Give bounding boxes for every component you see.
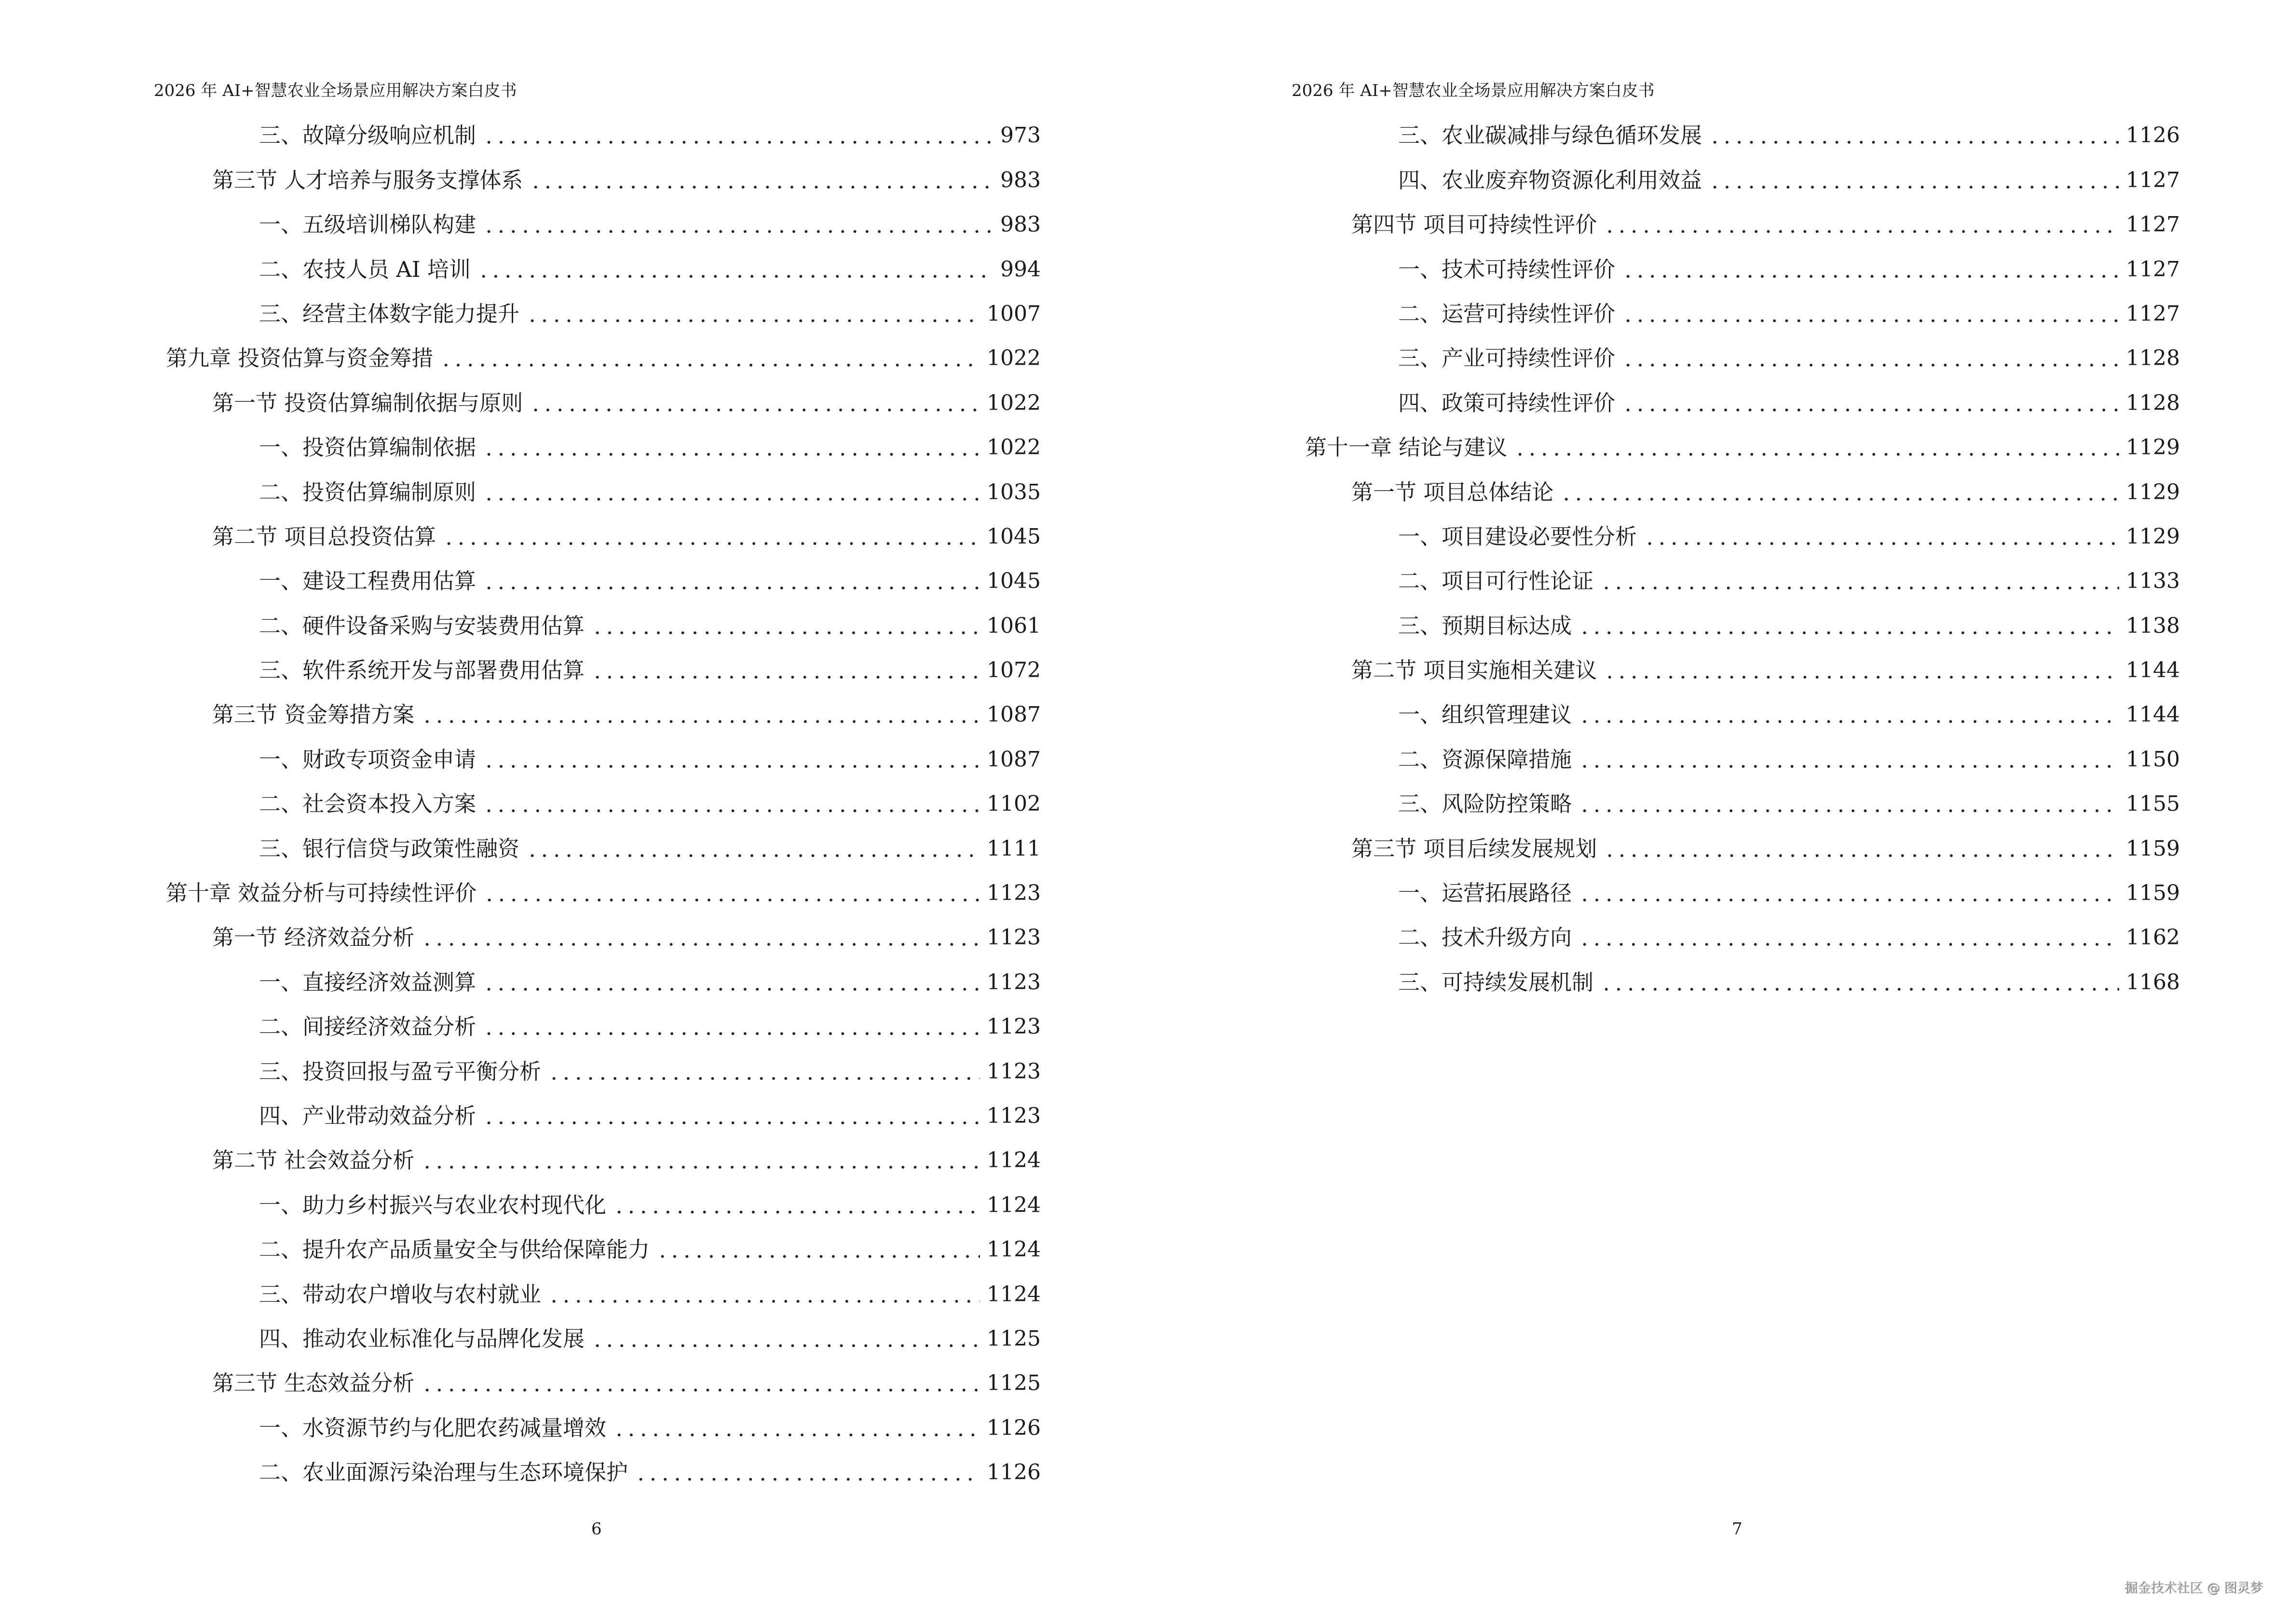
toc-entry[interactable] <box>1305 203 2180 247</box>
toc-entry-page: 1124 <box>987 1282 1041 1307</box>
dot-leader <box>656 1245 980 1259</box>
toc-entry[interactable] <box>166 826 1041 871</box>
toc-entry-page: 1129 <box>2126 479 2180 505</box>
dot-leader <box>483 220 994 234</box>
toc-entry[interactable] <box>166 292 1041 336</box>
dot-leader <box>1604 844 2119 859</box>
toc-entry-page: 1102 <box>987 792 1041 817</box>
toc-entry-title: 第一节 投资估算编制依据与原则 <box>212 390 523 416</box>
toc-entry-page: 1022 <box>987 346 1041 371</box>
toc-entry-page: 1126 <box>2126 123 2180 148</box>
toc-entry[interactable] <box>1305 737 2180 781</box>
toc-entry-page: 1022 <box>987 435 1041 460</box>
dot-leader <box>1600 978 2119 992</box>
dot-leader <box>483 1111 980 1126</box>
dot-leader <box>1579 799 2119 814</box>
toc-entry[interactable] <box>166 1049 1041 1093</box>
toc-entry[interactable] <box>166 1272 1041 1316</box>
toc-entry[interactable] <box>1305 693 2180 737</box>
toc-entry-page: 1087 <box>987 702 1041 727</box>
toc-entry-title: 三、带动农户增收与农村就业 <box>259 1281 542 1307</box>
dot-leader <box>443 532 980 546</box>
toc-entry-title: 二、运营可持续性评价 <box>1398 300 1616 327</box>
dot-leader <box>1579 933 2119 947</box>
toc-entry[interactable] <box>166 470 1041 514</box>
dot-leader <box>591 621 980 636</box>
toc-entry[interactable] <box>166 1094 1041 1138</box>
toc-entry-page: 1127 <box>2126 301 2180 326</box>
toc-entry[interactable] <box>166 960 1041 1004</box>
dot-leader <box>613 1201 980 1215</box>
dot-leader <box>1579 888 2119 903</box>
toc-entry[interactable] <box>1305 247 2180 291</box>
toc-entry-page: 1123 <box>987 1059 1041 1084</box>
toc-entry[interactable] <box>166 648 1041 693</box>
toc-entry-page: 1126 <box>987 1460 1041 1485</box>
toc-entry-page: 1022 <box>987 390 1041 415</box>
toc-entry-title: 第三节 项目后续发展规划 <box>1351 835 1597 861</box>
toc-entry[interactable] <box>1305 826 2180 871</box>
toc-entry[interactable] <box>166 915 1041 960</box>
toc-entry-page: 1124 <box>987 1237 1041 1262</box>
toc-entry-page: 1125 <box>987 1371 1041 1396</box>
toc-entry-page: 1144 <box>2126 658 2180 683</box>
dot-leader <box>1709 176 2119 190</box>
dot-leader <box>477 265 994 279</box>
dot-leader <box>1622 354 2119 368</box>
toc-entry[interactable] <box>166 158 1041 202</box>
toc-entry-page: 1072 <box>987 658 1041 683</box>
toc-entry-page: 1127 <box>2126 257 2180 282</box>
toc-entry-page: 1133 <box>2126 569 2180 594</box>
toc-entry[interactable] <box>166 1005 1041 1049</box>
toc-entry[interactable] <box>166 1406 1041 1450</box>
toc-entry[interactable] <box>166 425 1041 470</box>
toc-entry-title: 二、农技人员 AI 培训 <box>259 256 471 282</box>
toc-entry-title: 二、间接经济效益分析 <box>259 1014 476 1040</box>
running-header: 2026 年 AI+智慧农业全场景应用解决方案白皮书 <box>1292 81 1655 100</box>
toc-entry[interactable] <box>1305 960 2180 1004</box>
dot-leader <box>483 1022 980 1037</box>
toc-entry-page: 1127 <box>2126 167 2180 192</box>
toc-entry-page: 1045 <box>987 524 1041 549</box>
toc-entry-page: 1123 <box>987 881 1041 906</box>
dot-leader <box>1604 220 2119 234</box>
toc-entry-title: 第一节 项目总体结论 <box>1351 479 1554 505</box>
table-of-contents <box>166 113 1041 1495</box>
toc-entry[interactable] <box>166 871 1041 915</box>
page-number: 7 <box>1732 1519 1742 1539</box>
dot-leader <box>526 844 980 859</box>
toc-entry[interactable] <box>1305 515 2180 559</box>
toc-entry-page: 1155 <box>2126 792 2180 817</box>
dot-leader <box>1600 576 2119 591</box>
dot-leader <box>1622 398 2119 413</box>
dot-leader <box>526 309 980 324</box>
dot-leader <box>483 755 980 769</box>
dot-leader <box>483 443 980 457</box>
toc-entry-title: 二、农业面源污染治理与生态环境保护 <box>259 1460 628 1486</box>
toc-entry-page: 1128 <box>2126 390 2180 415</box>
dot-leader <box>613 1423 980 1438</box>
toc-entry-title: 第二节 社会效益分析 <box>212 1147 415 1174</box>
toc-entry-title: 四、农业废弃物资源化利用效益 <box>1398 167 1702 193</box>
dot-leader <box>591 666 980 680</box>
toc-entry-page: 1129 <box>2126 435 2180 460</box>
dot-leader <box>1622 309 2119 324</box>
toc-entry-page: 1159 <box>2126 836 2180 861</box>
dot-leader <box>548 1067 980 1081</box>
toc-entry[interactable] <box>166 515 1041 559</box>
toc-entry-title: 一、建设工程费用估算 <box>259 568 476 594</box>
dot-leader <box>483 488 980 502</box>
toc-entry-title: 二、项目可行性论证 <box>1398 568 1594 594</box>
toc-entry-title: 第二节 项目总投资估算 <box>212 523 436 549</box>
toc-entry-page: 1168 <box>2126 969 2180 995</box>
toc-entry[interactable] <box>166 336 1041 381</box>
toc-entry[interactable] <box>1305 871 2180 915</box>
dot-leader <box>483 131 994 145</box>
toc-entry-page: 1124 <box>987 1148 1041 1173</box>
toc-entry[interactable] <box>166 693 1041 737</box>
dot-leader <box>1579 755 2119 769</box>
toc-entry-title: 一、运营拓展路径 <box>1398 880 1572 906</box>
toc-entry[interactable] <box>1305 292 2180 336</box>
running-header: 2026 年 AI+智慧农业全场景应用解决方案白皮书 <box>154 81 517 100</box>
toc-entry[interactable] <box>166 1183 1041 1227</box>
dot-leader <box>591 1334 980 1349</box>
toc-entry-page: 1111 <box>987 836 1041 861</box>
dot-leader <box>421 710 980 724</box>
dot-leader <box>1644 532 2119 546</box>
dot-leader <box>548 1290 980 1304</box>
toc-entry-title: 三、经营主体数字能力提升 <box>259 300 520 327</box>
toc-entry[interactable] <box>166 603 1041 648</box>
toc-entry-title: 第三节 资金筹措方案 <box>212 702 415 728</box>
toc-entry-title: 第十一章 结论与建议 <box>1305 435 1508 461</box>
toc-entry-page: 1123 <box>987 925 1041 950</box>
toc-entry-title: 一、直接经济效益测算 <box>259 969 476 995</box>
dot-leader <box>1514 443 2119 457</box>
toc-entry-page: 1127 <box>2126 212 2180 237</box>
toc-entry[interactable] <box>1305 603 2180 648</box>
toc-entry-title: 二、投资估算编制原则 <box>259 479 476 505</box>
toc-entry[interactable] <box>1305 113 2180 158</box>
toc-entry-title: 一、助力乡村振兴与农业农村现代化 <box>259 1192 607 1218</box>
dot-leader <box>530 176 994 190</box>
dot-leader <box>421 933 980 947</box>
table-of-contents <box>1305 113 2180 1005</box>
toc-entry-title: 四、推动农业标准化与品牌化发展 <box>259 1325 585 1351</box>
dot-leader <box>483 576 980 591</box>
toc-entry-title: 一、财政专项资金申请 <box>259 746 476 772</box>
dot-leader <box>421 1378 980 1393</box>
toc-entry-page: 1061 <box>987 613 1041 638</box>
toc-entry[interactable] <box>1305 425 2180 470</box>
toc-entry[interactable] <box>166 782 1041 826</box>
toc-entry-page: 1150 <box>2126 747 2180 772</box>
toc-entry-title: 三、可持续发展机制 <box>1398 969 1594 995</box>
toc-entry-page: 1123 <box>987 1014 1041 1039</box>
toc-entry[interactable] <box>1305 915 2180 960</box>
toc-entry[interactable] <box>166 203 1041 247</box>
toc-entry-title: 第十章 效益分析与可持续性评价 <box>166 880 477 906</box>
toc-entry-page: 1035 <box>987 479 1041 505</box>
toc-entry-title: 四、产业带动效益分析 <box>259 1103 476 1129</box>
toc-entry-title: 二、硬件设备采购与安装费用估算 <box>259 613 585 639</box>
dot-leader <box>483 978 980 992</box>
toc-entry-title: 第二节 项目实施相关建议 <box>1351 657 1597 683</box>
toc-entry[interactable] <box>1305 381 2180 425</box>
dot-leader <box>635 1468 980 1482</box>
toc-entry-page: 1123 <box>987 969 1041 995</box>
toc-entry[interactable] <box>1305 559 2180 603</box>
toc-entry-page: 1128 <box>2126 346 2180 371</box>
toc-entry-title: 二、资源保障措施 <box>1398 746 1572 772</box>
dot-leader <box>530 398 980 413</box>
toc-entry-title: 三、投资回报与盈亏平衡分析 <box>259 1058 542 1084</box>
toc-entry-page: 983 <box>1000 212 1041 237</box>
toc-entry-page: 1045 <box>987 569 1041 594</box>
toc-entry-title: 一、项目建设必要性分析 <box>1398 523 1637 549</box>
toc-entry-page: 1007 <box>987 301 1041 326</box>
page-right <box>1144 0 2287 1624</box>
toc-entry-title: 三、软件系统开发与部署费用估算 <box>259 657 585 683</box>
dot-leader <box>1579 621 2119 636</box>
toc-entry[interactable] <box>166 1450 1041 1495</box>
toc-entry-page: 1087 <box>987 747 1041 772</box>
watermark: 掘金技术社区 @ 图灵梦 <box>2124 1581 2263 1596</box>
toc-entry[interactable] <box>166 559 1041 603</box>
toc-entry[interactable] <box>166 1138 1041 1183</box>
toc-entry-title: 第三节 生态效益分析 <box>212 1370 415 1396</box>
toc-entry-title: 一、水资源节约与化肥农药减量增效 <box>259 1415 607 1441</box>
toc-entry-title: 三、银行信贷与政策性融资 <box>259 835 520 861</box>
toc-entry-title: 第三节 人才培养与服务支撑体系 <box>212 167 523 193</box>
toc-entry[interactable] <box>1305 648 2180 693</box>
dot-leader <box>421 1156 980 1170</box>
toc-entry-page: 1123 <box>987 1103 1041 1128</box>
toc-entry-page: 994 <box>1000 257 1041 282</box>
dot-leader <box>483 799 980 814</box>
toc-entry[interactable] <box>166 737 1041 781</box>
toc-entry[interactable] <box>1305 782 2180 826</box>
toc-entry[interactable] <box>166 113 1041 158</box>
toc-entry[interactable] <box>166 381 1041 425</box>
toc-entry-title: 三、农业碳减排与绿色循环发展 <box>1398 123 1702 149</box>
toc-entry-title: 二、提升农产品质量安全与供给保障能力 <box>259 1237 650 1263</box>
toc-entry-title: 二、社会资本投入方案 <box>259 791 476 817</box>
toc-entry-title: 第一节 经济效益分析 <box>212 925 415 951</box>
toc-entry-page: 1126 <box>987 1415 1041 1440</box>
toc-entry-page: 1124 <box>987 1192 1041 1217</box>
toc-entry-title: 一、投资估算编制依据 <box>259 435 476 461</box>
toc-entry-title: 一、五级培训梯队构建 <box>259 212 476 238</box>
dot-leader <box>483 888 980 903</box>
dot-leader <box>1622 265 2119 279</box>
toc-entry-page: 1162 <box>2126 925 2180 950</box>
dot-leader <box>1560 488 2119 502</box>
toc-entry[interactable] <box>1305 336 2180 381</box>
toc-entry[interactable] <box>1305 158 2180 202</box>
toc-entry[interactable] <box>166 247 1041 291</box>
toc-entry-title: 第四节 项目可持续性评价 <box>1351 212 1597 238</box>
toc-entry-page: 1138 <box>2126 613 2180 638</box>
toc-entry-page: 1159 <box>2126 881 2180 906</box>
toc-entry-page: 1129 <box>2126 524 2180 549</box>
toc-entry-title: 三、风险防控策略 <box>1398 791 1572 817</box>
toc-entry-title: 三、产业可持续性评价 <box>1398 345 1616 371</box>
toc-entry-title: 一、组织管理建议 <box>1398 702 1572 728</box>
toc-entry[interactable] <box>166 1228 1041 1272</box>
toc-entry-title: 第九章 投资估算与资金筹措 <box>166 345 434 371</box>
toc-entry-page: 983 <box>1000 167 1041 192</box>
toc-entry-page: 973 <box>1000 123 1041 148</box>
toc-entry-title: 三、预期目标达成 <box>1398 613 1572 639</box>
toc-entry-page: 1125 <box>987 1326 1041 1351</box>
toc-entry-title: 二、技术升级方向 <box>1398 925 1572 951</box>
toc-entry[interactable] <box>166 1317 1041 1361</box>
dot-leader <box>440 354 980 368</box>
dot-leader <box>1604 666 2119 680</box>
toc-entry[interactable] <box>166 1361 1041 1406</box>
toc-entry-title: 四、政策可持续性评价 <box>1398 390 1616 416</box>
toc-entry-page: 1144 <box>2126 702 2180 727</box>
toc-entry-title: 一、技术可持续性评价 <box>1398 256 1616 282</box>
toc-entry[interactable] <box>1305 470 2180 514</box>
page-number: 6 <box>591 1519 602 1539</box>
toc-entry-title: 三、故障分级响应机制 <box>259 123 476 149</box>
dot-leader <box>1579 710 2119 724</box>
dot-leader <box>1709 131 2119 145</box>
